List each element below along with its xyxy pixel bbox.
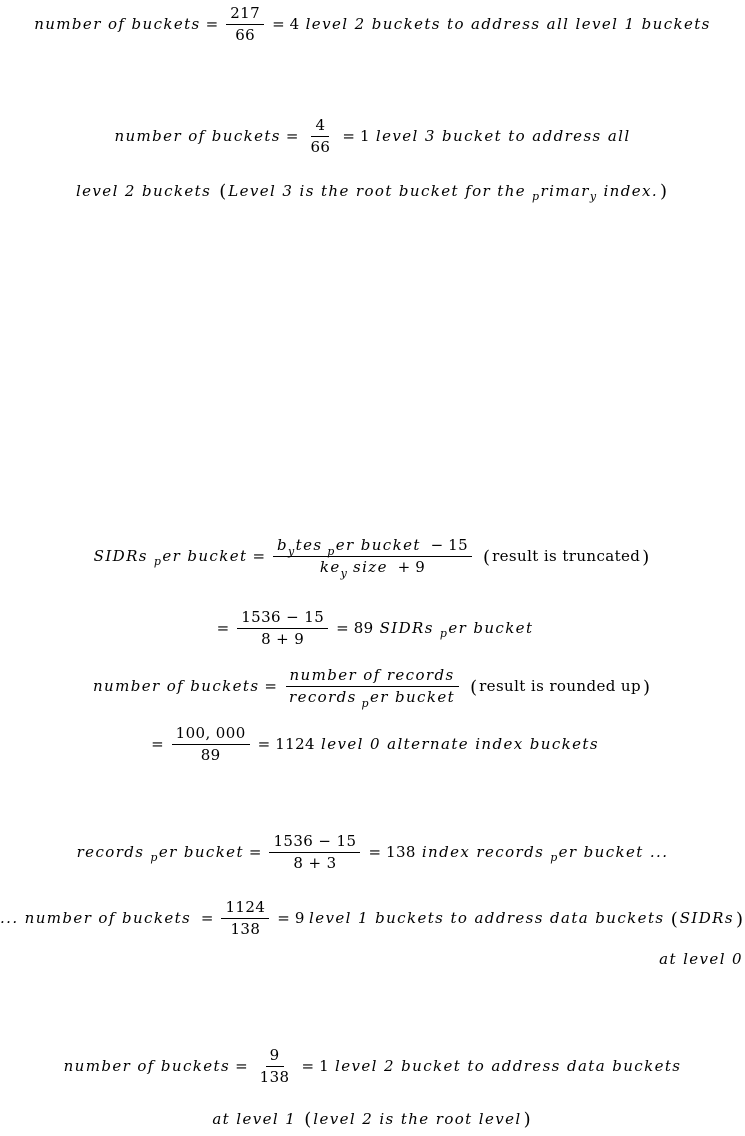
- eq5-numerator: number of records: [286, 668, 459, 687]
- equation-level3-note: level 2 buckets ( Level 3 is the root bucket for the p rimar y index. ): [75, 181, 668, 203]
- eq1-numerator: 217: [226, 6, 264, 25]
- eq9-fraction: [256, 1048, 294, 1085]
- eq9-rest: level 2 bucket to address data buckets: [335, 1057, 682, 1075]
- equation-sidrs-per-bucket: SIDRs p er bucket = $\frac{b_ytes _per bucket - 15}{ke_y size + 9}$ ( result is truncated ): [93, 536, 650, 580]
- equation-level1-continuation: [0, 952, 745, 967]
- eq7-lhs-sub: p: [150, 851, 159, 864]
- eq3-lhs-b: er bucket: [162, 547, 248, 565]
- eq7-lhs-b: er bucket: [158, 843, 244, 861]
- eq8-fraction: [221, 900, 269, 937]
- eq9-lhs: number of buckets: [63, 1057, 231, 1075]
- eq1-lhs: number of buckets: [34, 15, 201, 33]
- eq8-denominator: 138: [230, 920, 261, 938]
- eq2-result: 1: [359, 127, 370, 145]
- eq5-fraction: [285, 666, 459, 710]
- eq5-note: result is rounded up: [479, 677, 641, 695]
- equation-level2-buckets: number of buckets = $\frac{217}{66}$ = 4 level 2 buckets to address all level 1 buckets: [34, 4, 711, 44]
- eq2b-note-c: index.: [603, 181, 659, 200]
- eq4-rest-a: SIDRs: [379, 619, 434, 637]
- eq3-fraction: [273, 536, 472, 580]
- eq4-numerator: 1536 − 15: [237, 610, 328, 629]
- eq4-rest-b: er bucket: [448, 619, 534, 637]
- eq1-rest: level 2 buckets to address all level 1 buckets: [305, 15, 711, 33]
- eq7-lhs-a: records: [76, 843, 145, 861]
- eq5-lhs: number of buckets: [92, 677, 260, 695]
- equation-level3-bucket: number of buckets = $\frac{4}{66}$ = 1 level 3 bucket to address all: [114, 116, 631, 156]
- eq8-numerator: 1124: [221, 900, 269, 919]
- eq2b-note-sub2: y: [589, 189, 598, 203]
- eq6-rest: level 0 alternate index buckets: [321, 735, 599, 753]
- eq1-denominator: 66: [235, 26, 256, 44]
- eq2b-note-b: rimar: [540, 181, 590, 200]
- eq4-rest-sub: p: [439, 627, 449, 640]
- eq3-lhs-a: SIDRs: [93, 547, 148, 565]
- eq7-numerator: 1536 − 15: [269, 834, 360, 853]
- eq2-fraction: [306, 118, 334, 155]
- eq5-denominator: records $_p$er bucket: [289, 688, 456, 710]
- eq8-paren: SIDRs: [679, 909, 734, 927]
- eq2-denominator: 66: [310, 138, 331, 156]
- eq4-result: 89: [353, 619, 374, 637]
- eq3-denominator: $ke_y$ size + 9: [319, 558, 426, 580]
- eq6-fraction: [172, 726, 250, 763]
- eq8-lhs: ... number of buckets: [0, 909, 192, 927]
- equation-level2-bucket: number of buckets = $\frac{9}{138}$ = 1 level 2 bucket to address data buckets: [63, 1046, 682, 1086]
- eq6-denominator: 89: [200, 746, 221, 764]
- eq9-numerator: 9: [266, 1048, 284, 1067]
- eq7-rest-b: er bucket ...: [558, 843, 669, 861]
- eq2-rest: level 3 bucket to address all: [375, 127, 631, 145]
- eq1-result: 4: [289, 15, 300, 33]
- eq7-rest-a: index records: [421, 843, 545, 861]
- eq4-denominator: 8 + 9: [261, 630, 305, 648]
- eq8-result: 9: [294, 909, 305, 927]
- eq3-numerator: $b_ytes$ $_p$er bucket − 15: [273, 538, 472, 557]
- eq8-rest: level 1 buckets to address data buckets: [309, 909, 665, 927]
- eq9b-note: level 2 is the root level: [313, 1109, 522, 1128]
- eq2b-text: level 2 buckets: [75, 181, 212, 200]
- eq9-result: 1: [319, 1057, 330, 1075]
- eq6-result: 1124: [275, 735, 315, 753]
- eq4-fraction: [237, 610, 328, 647]
- eq1-fraction: [226, 6, 264, 43]
- eq2b-note-sub: p: [532, 189, 541, 203]
- equation-root-level-note: at level 1 ( level 2 is the root level ): [212, 1109, 531, 1130]
- eq8b-text: at level 0: [659, 950, 743, 968]
- eq2-numerator: 4: [311, 118, 329, 137]
- equation-sidrs-result: = $\frac{1536 - 15}{8 + 9}$ = 89 SIDRs p er bucket: [216, 608, 534, 648]
- eq7-fraction: [269, 834, 360, 871]
- eq3-note: result is truncated: [492, 547, 641, 565]
- eq6-numerator: 100, 000: [172, 726, 250, 745]
- equation-number-of-buckets: number of buckets = $\frac{\text{number of records}}{records _per bucket}$ ( result is rounded up ): [92, 666, 651, 710]
- equation-level0-buckets: = $\frac{100, 000}{89}$ = 1124 level 0 alternate index buckets: [151, 724, 599, 764]
- equation-level1-buckets: ... number of buckets = $\frac{1124}{138}$ = 9 level 1 buckets to address data buckets ( SIDRs ): [0, 898, 743, 938]
- eq7-rest-sub: p: [550, 851, 559, 864]
- eq9-denominator: 138: [259, 1068, 290, 1086]
- eq9b-text: at level 1: [212, 1109, 297, 1128]
- eq7-denominator: 8 + 3: [293, 854, 337, 872]
- eq2b-note-a: Level 3 is the root bucket for the: [228, 181, 527, 200]
- eq7-result: 138: [386, 843, 416, 861]
- equation-records-per-bucket: records p er bucket = $\frac{1536 - 15}{8 + 3}$ = 138 index records p er bucket ...: [76, 832, 669, 872]
- eq3-lhs-sub: p: [153, 555, 163, 568]
- eq2-lhs: number of buckets: [114, 127, 281, 145]
